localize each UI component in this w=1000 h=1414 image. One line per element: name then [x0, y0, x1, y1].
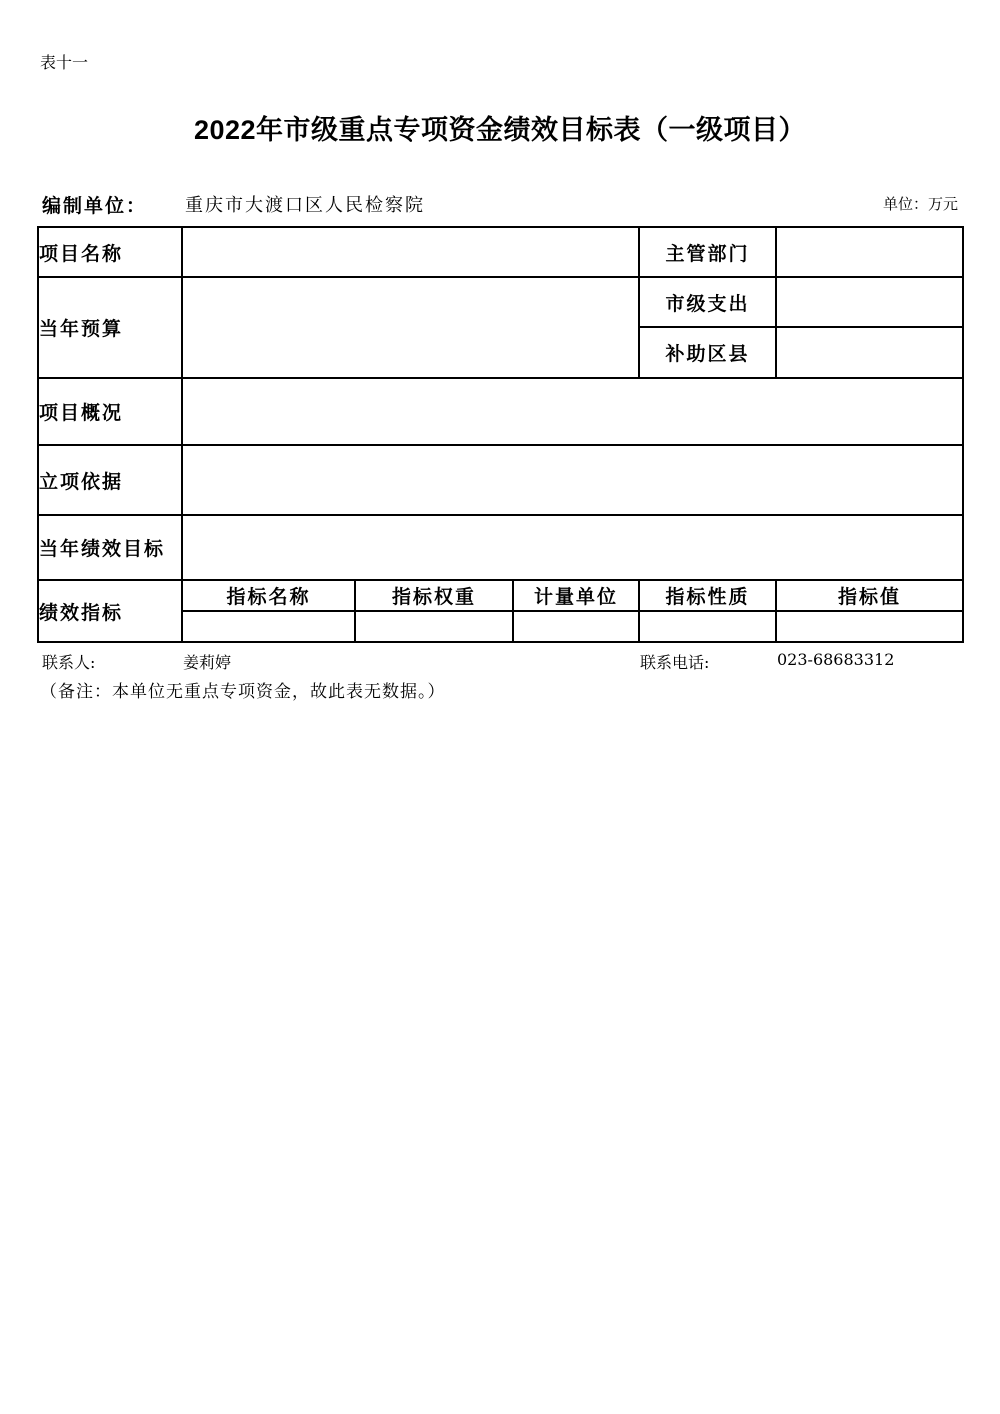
- indicator-col-name: 指标名称: [182, 580, 355, 611]
- unit-note: 单位：万元: [882, 195, 958, 213]
- indicator-col-value: 指标值: [776, 580, 963, 611]
- indicator-name-cell: [182, 611, 355, 642]
- project-basis-label: 立项依据: [38, 445, 182, 515]
- performance-indicators-label: 绩效指标: [38, 580, 182, 642]
- annual-goal-value: [182, 515, 963, 580]
- city-expenditure-value: [776, 277, 963, 327]
- org-label: 编制单位：: [42, 195, 148, 217]
- row-project-overview: [38, 378, 963, 445]
- indicator-weight-cell: [355, 611, 513, 642]
- district-subsidy-label: 补助区县: [639, 327, 776, 378]
- indicator-col-weight: 指标权重: [355, 580, 513, 611]
- row-annual-goal: [38, 515, 963, 580]
- phone-label: 联系电话:: [640, 653, 710, 672]
- indicator-value-cell: [776, 611, 963, 642]
- district-subsidy-value: [776, 327, 963, 378]
- contact-name: 姜莉婷: [183, 653, 232, 672]
- project-overview-value: [182, 378, 963, 445]
- project-basis-value: [182, 445, 963, 515]
- row-project-basis: [38, 445, 963, 515]
- contact-label: 联系人:: [42, 653, 96, 672]
- project-overview-label: 项目概况: [38, 378, 182, 445]
- annual-budget-value: [182, 277, 639, 378]
- project-name-value: [182, 227, 639, 277]
- row-project-name: [38, 227, 963, 277]
- phone-value: 023-68683312: [777, 650, 895, 669]
- org-value: 重庆市大渡口区人民检察院: [185, 195, 425, 216]
- annual-goal-label: 当年绩效目标: [38, 515, 182, 580]
- supervising-dept-value: [776, 227, 963, 277]
- indicator-unit-cell: [513, 611, 639, 642]
- table-number-label: 表十一: [40, 53, 89, 72]
- city-expenditure-label: 市级支出: [639, 277, 776, 327]
- remark-note: （备注：本单位无重点专项资金，故此表无数据。）: [40, 682, 446, 702]
- annual-budget-label: 当年预算: [38, 277, 182, 378]
- row-indicator-header: [38, 580, 963, 611]
- indicator-col-nature: 指标性质: [639, 580, 776, 611]
- performance-form-table: [37, 226, 964, 643]
- supervising-dept-label: 主管部门: [639, 227, 776, 277]
- indicator-nature-cell: [639, 611, 776, 642]
- page-title: 2022年市级重点专项资金绩效目标表（一级项目）: [193, 115, 807, 145]
- indicator-col-unit: 计量单位: [513, 580, 639, 611]
- project-name-label: 项目名称: [38, 227, 182, 277]
- row-budget-city: [38, 277, 963, 327]
